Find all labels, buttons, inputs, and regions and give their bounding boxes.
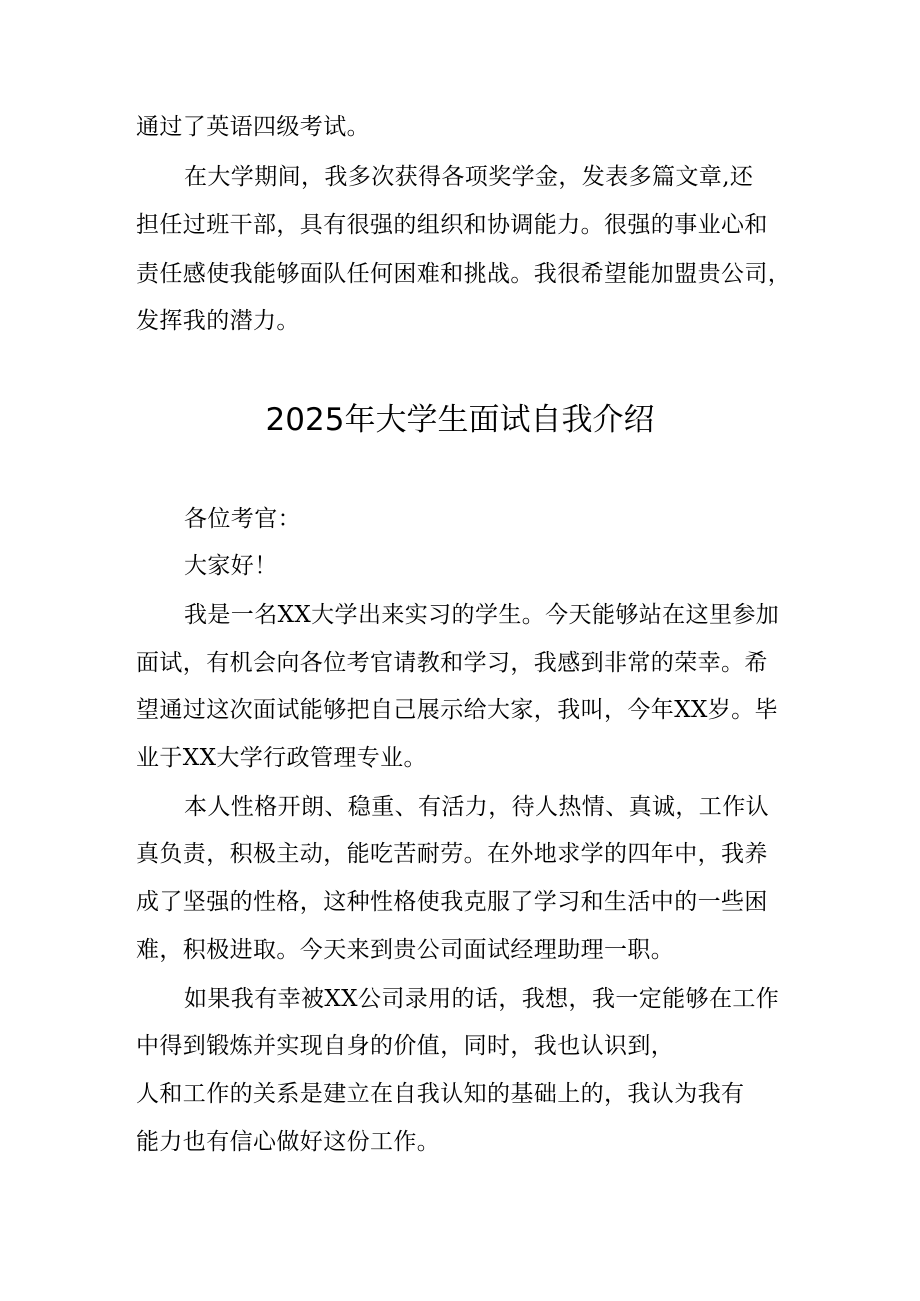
- body-line: 难，积极进取。今天来到贵公司面试经理助理一职。: [136, 937, 675, 963]
- body-line: 成了坚强的性格，这种性格使我克服了学习和生活中的一些困: [136, 889, 768, 915]
- greeting-line: 大家好！: [184, 553, 278, 579]
- top-paragraph-line-5: 发挥我的潜力。: [136, 308, 300, 334]
- body-line: 如果我有幸被XX公司录用的话，我想，我一定能够在工作: [184, 986, 780, 1012]
- body-line: 真负责，积极主动，能吃苦耐劳。在外地求学的四年中，我养: [136, 841, 768, 867]
- body-line: 能力也有信心做好这份工作。: [136, 1129, 441, 1155]
- top-paragraph-line-1: 通过了英语四级考试。: [136, 114, 370, 140]
- salutation-line: 各位考官：: [184, 506, 301, 532]
- body-line: 人和工作的关系是建立在自我认知的基础上的，我认为我有: [136, 1081, 745, 1107]
- body-line: 中得到锻炼并实现自身的价值，同时，我也认识到，: [136, 1033, 675, 1059]
- body-line: 面试，有机会向各位考官请教和学习，我感到非常的荣幸。希: [136, 650, 768, 676]
- top-paragraph-line-2: 在大学期间，我多次获得各项奖学金，发表多篇文章,还: [184, 164, 754, 190]
- top-paragraph-line-4: 责任感使我能够面队任何困难和挑战。我很希望能加盟贵公司，: [136, 261, 792, 287]
- body-line: 本人性格开朗、稳重、有活力，待人热情、真诚，工作认: [184, 794, 769, 820]
- body-line: 望通过这次面试能够把自己展示给大家，我叫，今年XX岁。毕: [136, 697, 778, 723]
- body-line: 我是一名XX大学出来实习的学生。今天能够站在这里参加: [184, 602, 780, 628]
- document-title: 2025年大学生面试自我介绍: [265, 402, 655, 438]
- top-paragraph-line-3: 担任过班干部，具有很强的组织和协调能力。很强的事业心和: [136, 212, 768, 238]
- body-line: 业于XX大学行政管理专业。: [136, 745, 427, 771]
